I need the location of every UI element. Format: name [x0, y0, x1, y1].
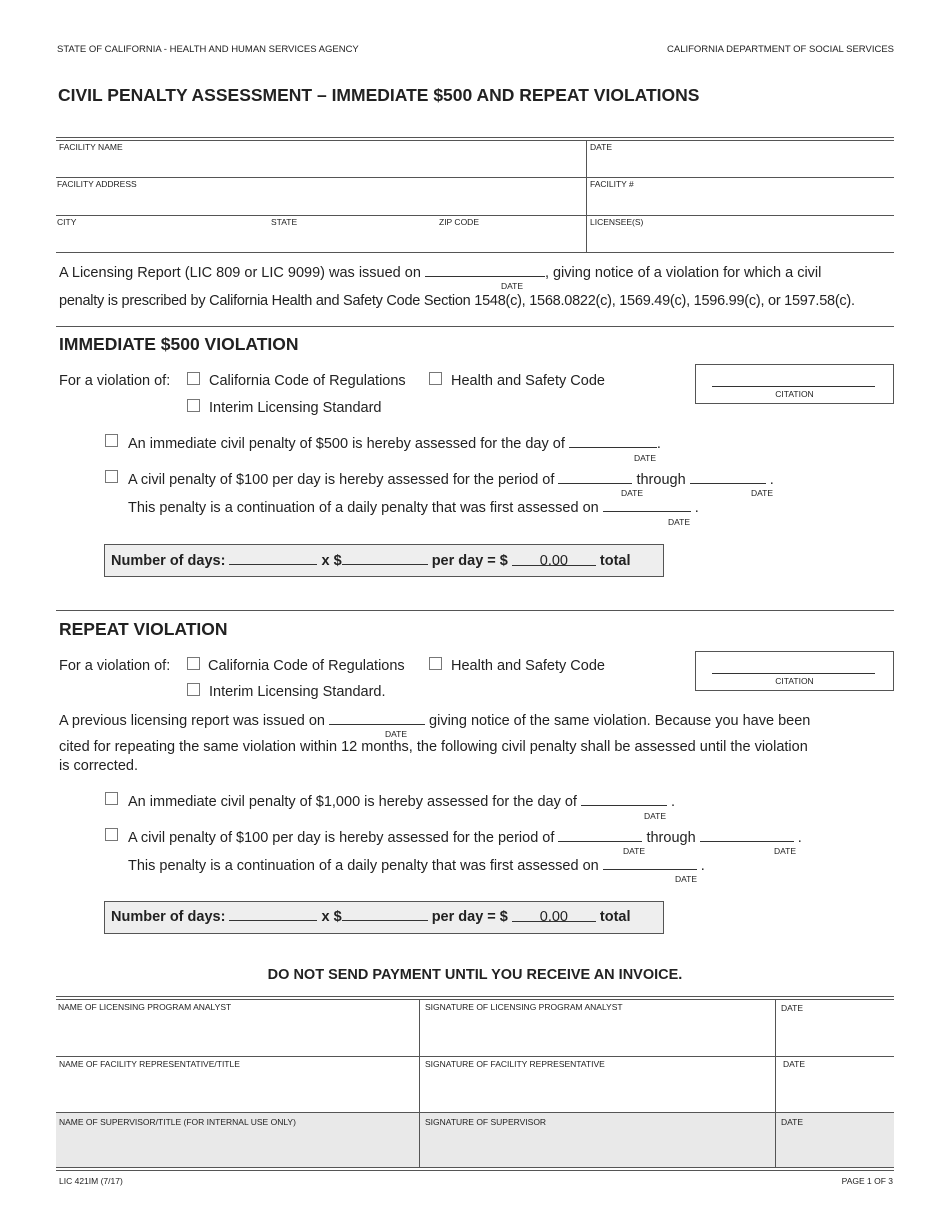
per-day-label: per day = $: [431, 553, 508, 569]
immediate-500-date-field[interactable]: [569, 435, 657, 448]
immediate-citation-label: CITATION: [775, 389, 814, 399]
repeat-1000-text: An immediate civil penalty of $1,000 is hereby assessed for the day of: [128, 794, 577, 810]
repeat-continuation-text: This penalty is a continuation of a daily penalty that was first assessed on: [128, 858, 599, 874]
form-id: LIC 421IM (7/17): [59, 1176, 123, 1186]
repeat-total-value: 0.00: [539, 909, 568, 925]
facility-number-label: FACILITY #: [590, 179, 634, 189]
intro-text: A Licensing Report (LIC 809 or LIC 9099) was issued on: [59, 265, 421, 281]
immediate-ils-checkbox[interactable]: [187, 399, 200, 412]
immediate-total-value: 0.00: [539, 553, 568, 569]
intro-line-1: [59, 264, 821, 281]
rep-signature-field[interactable]: [425, 1070, 771, 1108]
supervisor-signature-label: SIGNATURE OF SUPERVISOR: [425, 1117, 547, 1127]
repeat-daily-line: [128, 829, 802, 846]
immediate-daily-checkbox[interactable]: [105, 470, 118, 483]
through-label: through: [636, 472, 686, 488]
immediate-citation-box[interactable]: [695, 364, 894, 404]
total-label: total: [599, 909, 631, 925]
repeat-period-start-field[interactable]: [558, 829, 642, 842]
times-dollar-label: x $: [321, 909, 342, 925]
period: .: [700, 858, 705, 874]
immediate-period-start-field[interactable]: [558, 471, 632, 484]
repeat-citation-label: CITATION: [775, 676, 814, 686]
rep-name-label: NAME OF FACILITY REPRESENTATIVE/TITLE: [59, 1059, 240, 1069]
immediate-start-date-caption: DATE: [621, 488, 644, 498]
immediate-ccr-checkbox[interactable]: [187, 372, 200, 385]
repeat-period-end-field[interactable]: [700, 829, 794, 842]
immediate-daily-text: A civil penalty of $100 per day is hereby assessed for the period of: [128, 472, 555, 488]
immediate-first-assessed-field[interactable]: [603, 499, 691, 512]
total-label: total: [599, 553, 631, 569]
immediate-rate-field[interactable]: [342, 552, 428, 565]
number-of-days-label: Number of days:: [111, 909, 226, 925]
facility-address-label: FACILITY ADDRESS: [57, 179, 137, 189]
immediate-hsc-checkbox[interactable]: [429, 372, 442, 385]
date-label: DATE: [590, 142, 613, 152]
report-date-field[interactable]: [425, 264, 545, 277]
immediate-continuation-line: [128, 499, 699, 516]
supervisor-signature-field[interactable]: [425, 1128, 771, 1164]
immediate-ils-label: Interim Licensing Standard: [209, 400, 382, 416]
period: .: [797, 830, 802, 846]
rep-name-field[interactable]: [58, 1070, 414, 1108]
repeat-previous-date-caption: DATE: [385, 729, 408, 739]
facility-address-field[interactable]: [58, 190, 582, 212]
period: .: [769, 472, 774, 488]
immediate-daily-line: [128, 471, 774, 488]
immediate-end-date-caption: DATE: [751, 488, 774, 498]
immediate-500-checkbox[interactable]: [105, 434, 118, 447]
repeat-heading: REPEAT VIOLATION: [59, 619, 228, 639]
immediate-500-text: An immediate civil penalty of $500 is hereby assessed for the day of: [128, 436, 565, 452]
immediate-500-date-caption: DATE: [634, 453, 657, 463]
intro-line-2: penalty is prescribed by California Health and Safety Code Section 1548(c), 1568.0822(c), 1569.49(c), 1596.99(c), or 1597.58(c).: [59, 293, 855, 309]
repeat-daily-text: A civil penalty of $100 per day is hereby assessed for the period of: [128, 830, 555, 846]
repeat-calculation-box: [104, 901, 664, 934]
date-field[interactable]: [590, 152, 890, 174]
repeat-previous-line-2: cited for repeating the same violation within 12 months, the following civil penalty shall be assessed until the violation: [59, 739, 808, 755]
department-header: CALIFORNIA DEPARTMENT OF SOCIAL SERVICES: [667, 44, 894, 55]
payment-notice: DO NOT SEND PAYMENT UNTIL YOU RECEIVE AN INVOICE.: [267, 967, 683, 983]
city-field[interactable]: [58, 228, 266, 250]
facility-name-field[interactable]: [58, 152, 582, 174]
lpa-date-label: DATE: [781, 1003, 804, 1013]
immediate-continuation-text: This penalty is a continuation of a daily penalty that was first assessed on: [128, 500, 599, 516]
agency-header: STATE OF CALIFORNIA - HEALTH AND HUMAN SERVICES AGENCY: [57, 44, 359, 55]
times-dollar-label: x $: [321, 553, 342, 569]
facility-number-field[interactable]: [590, 190, 890, 212]
intro-text-cont: , giving notice of a violation for which a civil: [544, 265, 822, 281]
immediate-period-end-field[interactable]: [690, 471, 766, 484]
repeat-citation-box[interactable]: [695, 651, 894, 691]
supervisor-name-label: NAME OF SUPERVISOR/TITLE (FOR INTERNAL USE ONLY): [59, 1117, 296, 1127]
immediate-calculation-box: [104, 544, 664, 577]
immediate-first-assessed-caption: DATE: [668, 517, 691, 527]
rep-signature-label: SIGNATURE OF FACILITY REPRESENTATIVE: [425, 1059, 605, 1069]
rep-date-field[interactable]: [781, 1070, 891, 1108]
state-field[interactable]: [271, 228, 431, 250]
repeat-hsc-label: Health and Safety Code: [451, 658, 605, 674]
zip-field[interactable]: [439, 228, 582, 250]
repeat-end-date-caption: DATE: [774, 846, 797, 856]
repeat-1000-checkbox[interactable]: [105, 792, 118, 805]
repeat-days-field[interactable]: [229, 908, 317, 921]
immediate-ccr-label: California Code of Regulations: [209, 373, 406, 389]
supervisor-name-field[interactable]: [58, 1128, 414, 1164]
repeat-previous-line: [59, 712, 810, 729]
repeat-ils-checkbox[interactable]: [187, 683, 200, 696]
per-day-label: per day = $: [431, 909, 508, 925]
immediate-days-field[interactable]: [229, 552, 317, 565]
number-of-days-label: Number of days:: [111, 553, 226, 569]
city-label: CITY: [57, 217, 77, 227]
lpa-date-field[interactable]: [781, 1014, 891, 1052]
repeat-first-assessed-caption: DATE: [675, 874, 698, 884]
rep-date-label: DATE: [783, 1059, 806, 1069]
immediate-for-violation: For a violation of:: [59, 373, 171, 389]
licensees-field[interactable]: [590, 228, 890, 250]
lpa-name-field[interactable]: [58, 1014, 414, 1052]
zip-label: ZIP CODE: [439, 217, 479, 227]
immediate-hsc-label: Health and Safety Code: [451, 373, 605, 389]
repeat-daily-checkbox[interactable]: [105, 828, 118, 841]
period: .: [656, 436, 661, 452]
repeat-previous-text-cont: giving notice of the same violation. Because you have been: [429, 713, 811, 729]
repeat-rate-field[interactable]: [342, 908, 428, 921]
repeat-1000-date-caption: DATE: [644, 811, 667, 821]
lpa-name-label: NAME OF LICENSING PROGRAM ANALYST: [58, 1002, 232, 1012]
repeat-previous-date-field[interactable]: [329, 712, 425, 725]
report-date-caption: DATE: [501, 281, 524, 291]
state-label: STATE: [271, 217, 298, 227]
repeat-first-assessed-field[interactable]: [603, 857, 697, 870]
repeat-ils-label: Interim Licensing Standard.: [209, 684, 386, 700]
page-number: PAGE 1 OF 3: [841, 1176, 893, 1186]
repeat-for-violation: For a violation of:: [59, 658, 171, 674]
page-title: CIVIL PENALTY ASSESSMENT – IMMEDIATE $500 AND REPEAT VIOLATIONS: [58, 85, 700, 105]
repeat-continuation-line: [128, 857, 705, 874]
period: .: [694, 500, 699, 516]
supervisor-date-label: DATE: [781, 1117, 804, 1127]
repeat-hsc-checkbox[interactable]: [429, 657, 442, 670]
repeat-previous-line-3: is corrected.: [59, 758, 138, 774]
supervisor-date-field[interactable]: [781, 1128, 891, 1164]
immediate-heading: IMMEDIATE $500 VIOLATION: [59, 334, 299, 354]
through-label: through: [646, 830, 696, 846]
immediate-500-line: [128, 435, 661, 452]
repeat-ccr-label: California Code of Regulations: [208, 658, 405, 674]
repeat-1000-line: [128, 793, 675, 810]
lpa-signature-field[interactable]: [425, 1014, 771, 1052]
period: .: [671, 794, 676, 810]
repeat-ccr-checkbox[interactable]: [187, 657, 200, 670]
repeat-1000-date-field[interactable]: [581, 793, 667, 806]
facility-name-label: FACILITY NAME: [59, 142, 123, 152]
repeat-previous-text: A previous licensing report was issued on: [59, 713, 325, 729]
lpa-signature-label: SIGNATURE OF LICENSING PROGRAM ANALYST: [425, 1002, 623, 1012]
repeat-start-date-caption: DATE: [623, 846, 646, 856]
licensees-label: LICENSEE(S): [590, 217, 644, 227]
